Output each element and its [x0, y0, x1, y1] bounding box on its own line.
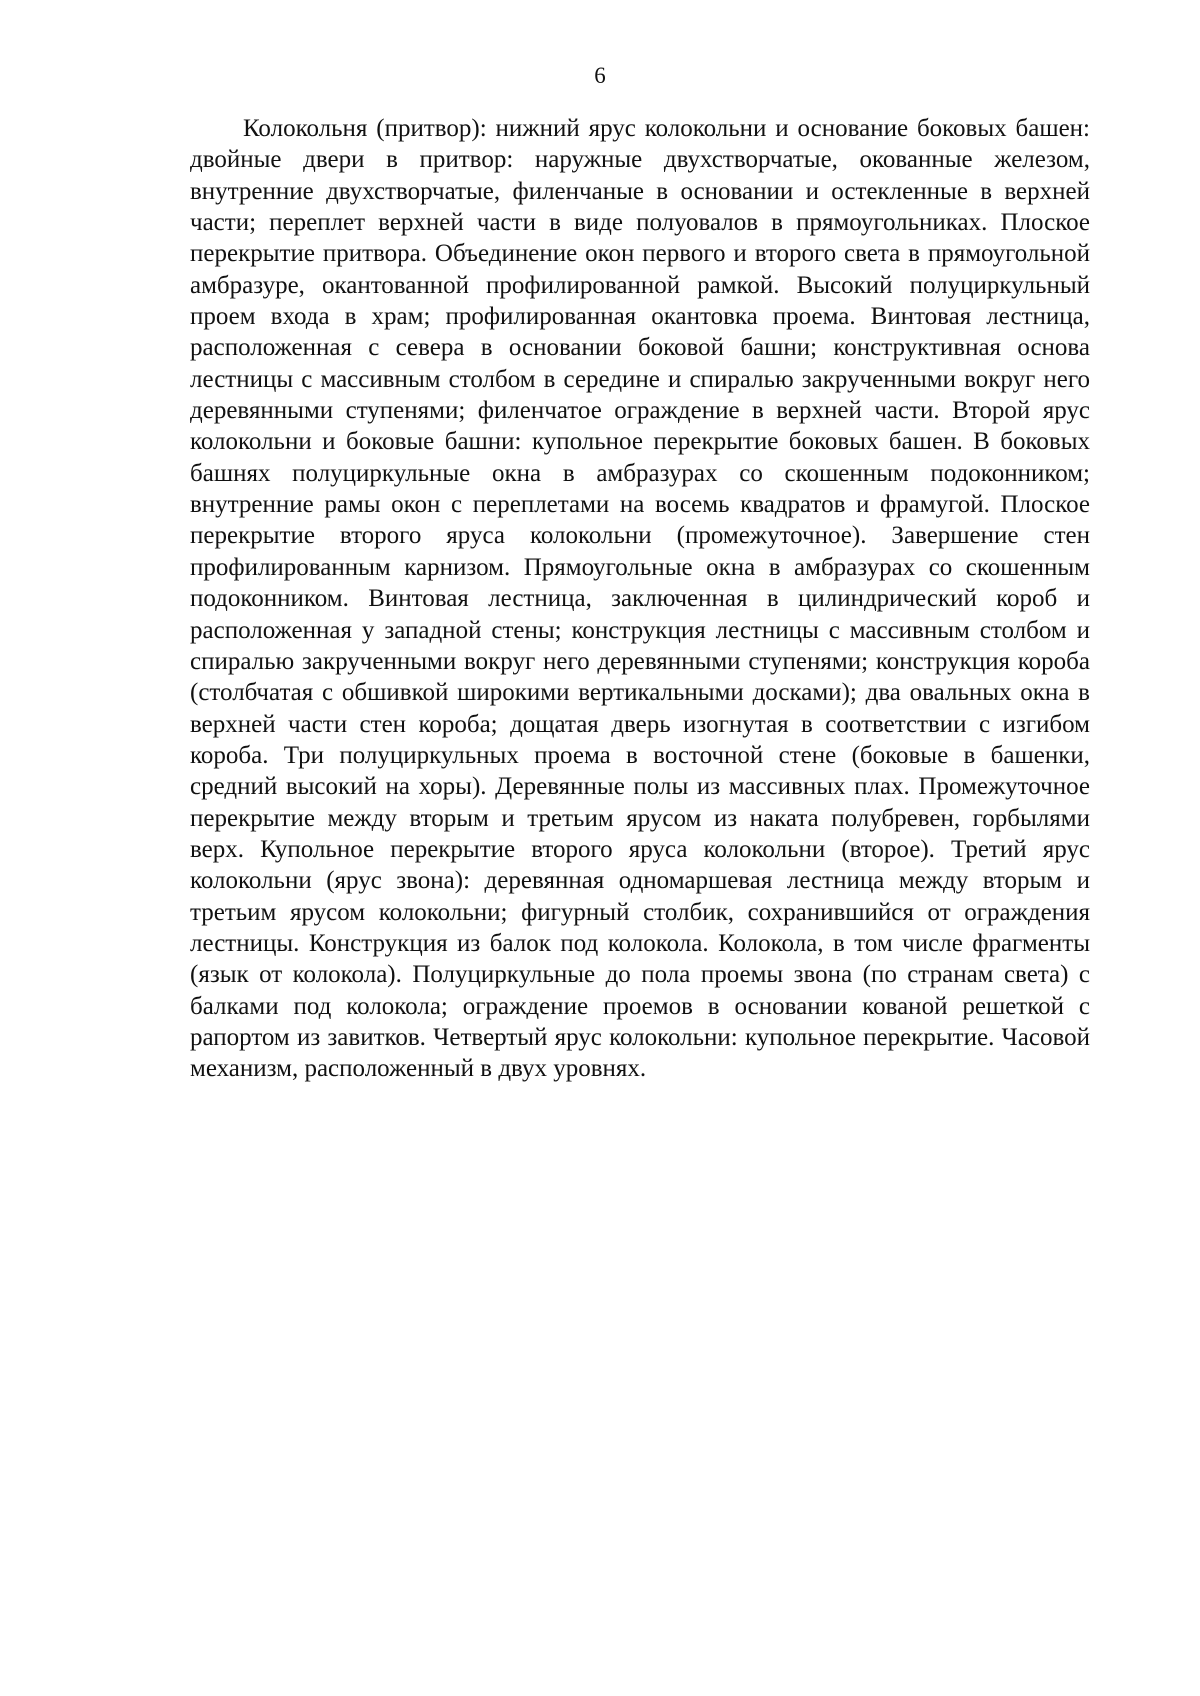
page-number: 6 — [594, 63, 606, 88]
body-paragraph: Колокольня (притвор): нижний ярус колокольни и основание боковых башен: двойные двери в притвор: наружные двухстворчатые, окованные железом, внутренние двухстворчатые, филенчаные в основании и остекленные в верхней части; переплет верхней части в виде полуовалов в прямоугольниках. Плоское перекрытие притвора. Объединение окон первого и второго света в прямоугольной амбразуре, окантованной профилированной рамкой. Высокий полуциркульный проем входа в храм; профилированная окантовка проема. Винтовая лестница, расположенная с севера в основании боковой башни; конструктивная основа лестницы с массивным столбом в середине и спиралью закрученными вокруг него деревянными ступенями; филенчатое ограждение в верхней части. Второй ярус колокольни и боковые башни: купольное перекрытие боковых башен. В боковых башнях полуциркульные окна в амбразурах со скошенным подоконником; внутренние рамы окон с переплетами на восемь квадратов и фрамугой. Плоское перекрытие второго яруса колокольни (промежуточное). Завершение стен профилированным карнизом. Прямоугольные окна в амбразурах со скошенным подоконником. Винтовая лестница, заключенная в цилиндрический короб и расположенная у западной стены; конструкция лестницы с массивным столбом и спиралью закрученными вокруг него деревянными ступенями; конструкция короба (столбчатая с обшивкой широкими вертикальными досками); два овальных окна в верхней части стен короба; дощатая дверь изогнутая в соответствии с изгибом короба. Три полуциркульных проема в восточной стене (боковые в башенки, средний высокий на хоры). Деревянные полы из массивных плах. Промежуточное перекрытие между вторым и третьим ярусом из наката полубревен, горбылями верх. Купольное перекрытие второго яруса колокольни (второе). Третий ярус колокольни (ярус звона): деревянная одномаршевая лестница между вторым и третьим ярусом колокольни; фигурный столбик, сохранившийся от ограждения лестницы. Конструкция из балок под колокола. Колокола, в том числе фрагменты (язык от колокола). Полуциркульные до пола проемы звона (по странам света) с балками под колокола; ограждение проемов в основании кованой решеткой с рапортом из завитков. Четвертый ярус колокольни: купольное перекрытие. Часовой механизм, расположенный в двух уровнях. — [190, 115, 1090, 1083]
